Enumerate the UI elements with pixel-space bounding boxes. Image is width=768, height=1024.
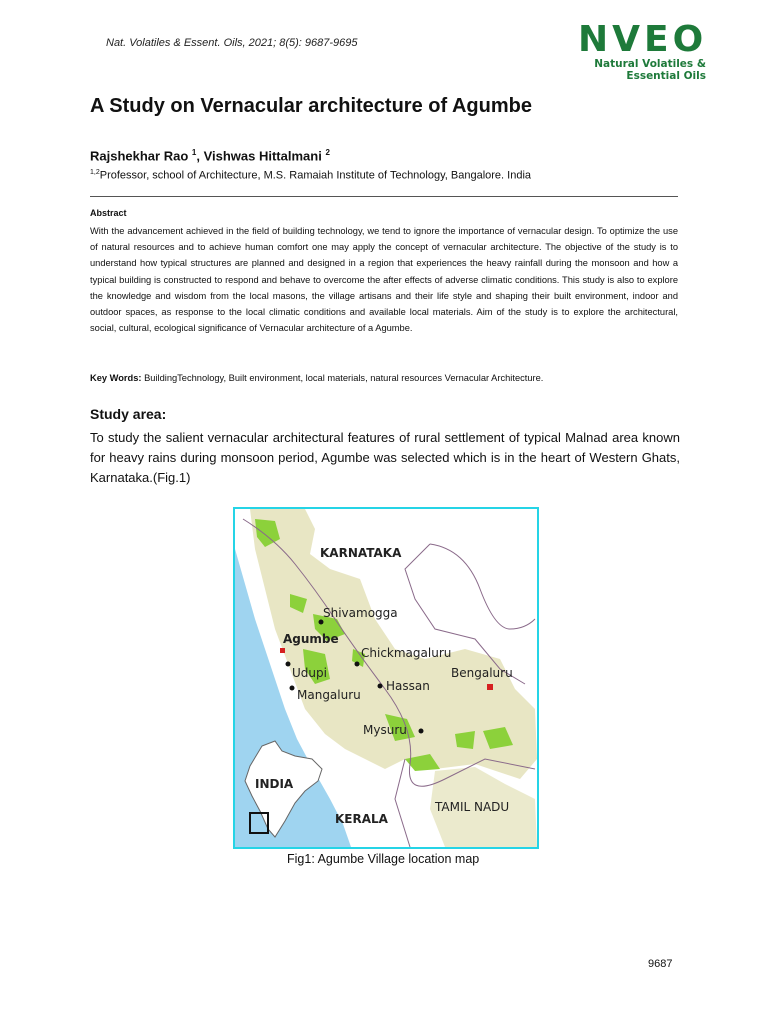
paper-title: A Study on Vernacular architecture of Agumbe: [90, 95, 532, 117]
logo-wordmark: NVEO: [578, 19, 708, 60]
location-map-svg: [235, 509, 537, 847]
logo-subtitle-line2: Essential Oils: [626, 70, 706, 82]
location-map: [233, 507, 539, 849]
figure-caption: Fig1: Agumbe Village location map: [287, 852, 480, 866]
affiliation-mark: 1,2: [90, 169, 100, 176]
udupi-marker-icon: [286, 662, 291, 667]
logo-subtitle-line1: Natural Volatiles &: [594, 58, 706, 70]
author-2-affil-mark: 2: [325, 148, 330, 157]
map-label-tamil-nadu: TAMIL NADU: [435, 800, 510, 814]
author-1: Rajshekhar Rao: [90, 148, 189, 164]
abstract-heading: Abstract: [90, 208, 127, 218]
mangaluru-marker-icon: [290, 686, 295, 691]
map-label-shivamogga: Shivamogga: [323, 606, 398, 620]
map-label-karnataka: KARNATAKA: [320, 546, 402, 560]
study-area-heading: Study area:: [90, 406, 167, 422]
map-label-chickmagaluru: Chickmagaluru: [361, 646, 452, 660]
keywords-label: Key Words:: [90, 373, 142, 383]
map-label-mysuru: Mysuru: [363, 723, 407, 737]
chickmagaluru-marker-icon: [355, 662, 360, 667]
affiliation: [90, 169, 531, 182]
map-label-kerala: KERALA: [335, 812, 388, 826]
shivamogga-marker-icon: [319, 620, 324, 625]
agumbe-marker-icon: [280, 648, 285, 653]
map-label-hassan: Hassan: [386, 679, 430, 693]
author-2: Vishwas Hittalmani: [203, 148, 322, 164]
nveo-logo: [578, 19, 708, 82]
map-label-agumbe: Agumbe: [283, 632, 339, 646]
hassan-marker-icon: [378, 684, 383, 689]
forest-patch: [455, 731, 475, 749]
page-number: 9687: [648, 958, 673, 970]
author-line: [90, 148, 330, 163]
keywords: [90, 373, 543, 383]
affiliation-text: Professor, school of Architecture, M.S. Ramaiah Institute of Technology, Bangalore. India: [99, 169, 532, 182]
abstract-text: With the advancement achieved in the field of building technology, we tend to ignore the importance of vernacular design. To optimize the use of natural resources and to achieve human comfort one may apply the concept of vernacular architecture. The objective of the study is to understand how typical structures are planned and designed in a region that experiences the heavy rainfall during the monsoon and how a typical building is constructed to respond and behave to overcome the after effects of adverse climatic conditions. This study is also to explore the knowledge and wisdom from the local masons, the village artisans and their life style and shaping their built environment, indoor and outdoor spaces, as response to the local climatic conditions and available local materials. Aim of the study is to explore the architectural, social, cultural, ecological significance of Vernacular architecture of a Agumbe.: [90, 226, 678, 334]
map-label-udupi: Udupi: [292, 666, 327, 680]
author-separator: ,: [196, 148, 204, 164]
map-label-mangaluru: Mangaluru: [297, 688, 361, 702]
bengaluru-marker-icon: [487, 684, 493, 690]
keywords-text: BuildingTechnology, Built environment, local materials, natural resources Vernacular Architecture.: [141, 373, 544, 383]
study-area-text: To study the salient vernacular architectural features of rural settlement of typical Malnad area known for heavy rains during monsoon period, Agumbe was selected which is in the heart of Western Ghats, Karnataka.(Fig.1): [90, 430, 680, 485]
map-label-bengaluru: Bengaluru: [451, 666, 513, 680]
map-label-india: INDIA: [255, 777, 294, 791]
mysuru-marker-icon: [419, 729, 424, 734]
author-1-affil-mark: 1: [191, 148, 197, 157]
journal-reference: Nat. Volatiles & Essent. Oils, 2021; 8(5): 9687-9695: [106, 37, 358, 49]
divider: [90, 196, 678, 197]
